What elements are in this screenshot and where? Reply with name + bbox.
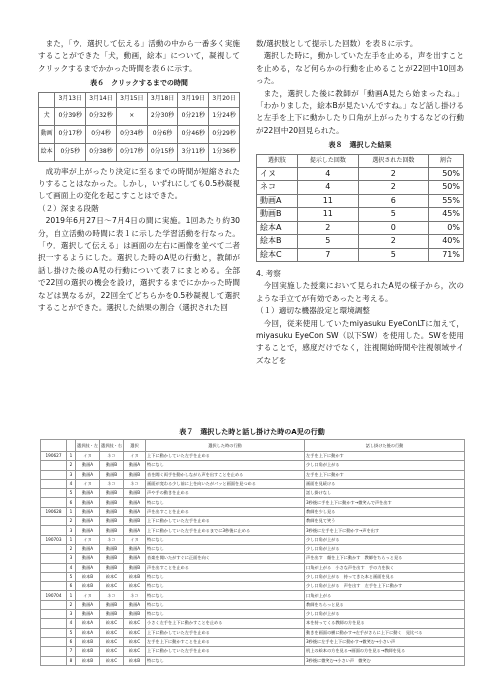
- table-cell: 3: [67, 610, 76, 619]
- table-cell: 動画B: [100, 461, 124, 470]
- table-cell: 特になし: [146, 591, 305, 600]
- table-header-row: [257, 154, 464, 167]
- table-cell: ネコ: [100, 591, 124, 600]
- table-cell: 話し掛けた後の行動: [305, 440, 465, 452]
- table6-click-time: [38, 92, 240, 162]
- table-cell: 3秒後に微笑む→小さい声 微笑む: [305, 656, 465, 665]
- table-cell: 教師を少し見る: [305, 507, 465, 516]
- table-cell: 特になし: [146, 535, 305, 544]
- table-cell: 絵本B: [124, 572, 146, 581]
- table-cell: 190628: [41, 507, 67, 516]
- table-cell: 0分29秒: [209, 125, 240, 143]
- table-cell: 動画A: [257, 194, 298, 207]
- table-cell: 190703: [41, 535, 67, 544]
- table-cell: ネコ: [100, 479, 124, 488]
- table-cell: [41, 619, 67, 628]
- table-cell: 3: [67, 470, 76, 479]
- table-cell: 絵本B: [124, 656, 146, 665]
- table8-caption: 表８ 選択した結果: [328, 141, 392, 150]
- table-cell: 動画B: [124, 517, 146, 526]
- table-cell: 4: [297, 181, 358, 194]
- table-cell: 動画A: [76, 517, 100, 526]
- table-cell: 11: [297, 194, 358, 207]
- stop-behavior-paragraph: 選択した時に，動かしていた左手を止める，声を出すことを止める，など何らかの行動を止めることが22回中10回あった。: [256, 51, 464, 86]
- table-cell: 特になし: [146, 600, 305, 609]
- table-cell: 8: [67, 656, 76, 665]
- table-cell: 絵本C: [100, 647, 124, 656]
- table-cell: 教師を見て笑う: [305, 517, 465, 526]
- table-cell: 6: [358, 194, 428, 207]
- table-cell: 特になし: [146, 572, 305, 581]
- table-cell: 左手を上下に動かす: [305, 452, 465, 461]
- table-cell: 絵本C: [257, 248, 298, 261]
- table-cell: ネコ: [100, 452, 124, 461]
- table-cell: ネコ: [124, 591, 146, 600]
- table-cell: 絵本: [39, 143, 55, 161]
- table-cell: 40%: [428, 235, 463, 248]
- table-cell: 絵本C: [100, 619, 124, 628]
- table-cell: 動画A: [76, 461, 100, 470]
- table-cell: 絵本C: [100, 628, 124, 637]
- table-cell: 犬: [39, 107, 55, 125]
- table-cell: 0分6秒: [147, 125, 178, 143]
- table-row: [41, 498, 465, 507]
- table-cell: 0分32秒: [86, 107, 117, 125]
- table-cell: 3月14日: [86, 92, 117, 107]
- table-row: [41, 619, 465, 628]
- table-cell: 絵本C: [100, 582, 124, 591]
- table-cell: [41, 489, 67, 498]
- table-cell: 絵本C: [124, 637, 146, 646]
- table-cell: ×: [116, 107, 147, 125]
- table-row: [41, 489, 465, 498]
- table-cell: 6: [67, 637, 76, 646]
- table-cell: 3秒後に左手を上下に動かす→微笑む→小さい声: [305, 637, 465, 646]
- table-cell: 特になし: [146, 582, 305, 591]
- table-cell: 動画A: [76, 507, 100, 516]
- table-cell: 50%: [428, 168, 463, 181]
- table-cell: 机上の絵本の方を見る→画面の方を見る→教師を見る: [305, 647, 465, 656]
- table-cell: 2: [358, 235, 428, 248]
- table-cell: 1分36秒: [209, 143, 240, 161]
- subsection-heading-settings: （１）適切な機器設定と環境調整: [256, 306, 370, 316]
- table-cell: イヌ: [76, 591, 100, 600]
- table-cell: 1: [67, 507, 76, 516]
- table-cell: イヌ: [76, 452, 100, 461]
- table6-caption: 表６ クリックするまでの時間: [90, 79, 188, 88]
- table-cell: 本を持ってくる教師の方を見る: [305, 619, 465, 628]
- table-row: [41, 610, 465, 619]
- table-cell: 口角が上がる: [305, 591, 465, 600]
- table-cell: [41, 628, 67, 637]
- discussion-paragraph: 今回実施した授業において見られたA児の様子から，次のような手立てが有効であったと考える。: [256, 281, 464, 303]
- talk-behavior-paragraph: また，選択した後に教師が「動画A見たら始まったね。」「わかりました，絵本Bが見たいんですね。」など話し掛けると左手を上下に動かしたり口角が上がったりするなどの行動が22回中20回見られた。: [256, 88, 464, 135]
- table-row: [41, 647, 465, 656]
- table-cell: 3月20日: [209, 92, 240, 107]
- table-cell: 割合: [428, 154, 463, 167]
- table-row: [41, 554, 465, 563]
- table-cell: 絵本C: [124, 582, 146, 591]
- table-cell: 動画A: [76, 544, 100, 553]
- table-cell: [41, 440, 67, 452]
- table-cell: 5: [297, 235, 358, 248]
- table-cell: 動画A: [76, 554, 100, 563]
- table-cell: 動画B: [100, 610, 124, 619]
- table-cell: 動画B: [100, 517, 124, 526]
- table-cell: 7: [67, 647, 76, 656]
- table-cell: [41, 554, 67, 563]
- table-cell: 0: [358, 221, 428, 234]
- table-row: [41, 526, 465, 535]
- table-cell: 特になし: [146, 461, 305, 470]
- table-cell: 絵本A: [76, 619, 100, 628]
- table-cell: ネコ: [124, 479, 146, 488]
- table-row: [41, 535, 465, 544]
- table-cell: 動画B: [257, 208, 298, 221]
- table-cell: [41, 610, 67, 619]
- table-row: [41, 591, 465, 600]
- table-cell: 左手を上下に動かす: [305, 470, 465, 479]
- section-heading-discussion: 4. 考察: [256, 268, 281, 278]
- table-cell: 4: [67, 619, 76, 628]
- table-cell: 動画B: [100, 507, 124, 516]
- table-row: [41, 628, 465, 637]
- table-row: [41, 637, 465, 646]
- table-cell: 0%: [428, 221, 463, 234]
- table7-behavior: [40, 439, 465, 666]
- table-cell: 絵本B: [76, 572, 100, 581]
- table-cell: 0分38秒: [86, 143, 117, 161]
- table-cell: 2: [67, 600, 76, 609]
- table-cell: 少し口角が上がる 声を出す 左手を上下に動かす: [305, 582, 465, 591]
- table-cell: 5: [67, 489, 76, 498]
- table-row: [39, 125, 240, 143]
- table-cell: 絵本C: [100, 656, 124, 665]
- left-column: [38, 38, 240, 315]
- table-cell: 1: [67, 452, 76, 461]
- table-cell: 5: [358, 248, 428, 261]
- table-row: [41, 470, 465, 479]
- table-cell: 絵本B: [76, 582, 100, 591]
- table-cell: 0分34秒: [116, 125, 147, 143]
- table-cell: 上下に動かしていた左手を止める: [146, 647, 305, 656]
- table-cell: 動画A: [124, 600, 146, 609]
- table-cell: 画面が変わる少し前に上を向いたがパッと画面を見つめる: [146, 479, 305, 488]
- table-cell: [41, 461, 67, 470]
- table-cell: [67, 440, 76, 452]
- table-cell: 6: [67, 582, 76, 591]
- section-heading-deepening: （２）深まる段階: [38, 203, 99, 213]
- table-cell: 絵本C: [124, 647, 146, 656]
- table-cell: 3分11秒: [178, 143, 209, 161]
- table-cell: 音を聞く両手を動かしながら声を出すことを止める: [146, 470, 305, 479]
- table-row: [257, 181, 464, 194]
- table-row: [41, 572, 465, 581]
- table-cell: [41, 544, 67, 553]
- table-cell: 選択肢: [257, 154, 298, 167]
- table-cell: 動画B: [124, 489, 146, 498]
- table-cell: イヌ: [124, 535, 146, 544]
- right-column: [256, 38, 464, 367]
- table-cell: 3月18日: [147, 92, 178, 107]
- deepening-paragraph: 2019年6月27日～7月4日の間に実施。1回あたり約30分，自立活動の時間に表１に示した学習活動を行なった。「ウ．選択して伝える」は画面の左右に画像を並べて二者択一するようにした。選択した時のA児の行動と，教師が話し掛けた後のA児の行動について表７にまとめる。全部で22回の選択の機会を設け，選択するまでにかかった時間などは異なるが，22回全てどちらかを0.5秒凝視して選択することができた。選択した結果の割合（選択された回: [38, 216, 240, 313]
- table-cell: 4: [67, 563, 76, 572]
- table-cell: 動画A: [76, 610, 100, 619]
- table-cell: 上下に動かしていた左手を止めるまでに3秒後に止める: [146, 526, 305, 535]
- table-cell: [41, 517, 67, 526]
- table-row: [41, 461, 465, 470]
- table-cell: 教師をちらっと見る: [305, 600, 465, 609]
- table-cell: 少し口角が上がる: [305, 610, 465, 619]
- table-cell: 動画A: [76, 498, 100, 507]
- table-cell: 少し口角が上がる: [305, 544, 465, 553]
- table-cell: 絵本A: [257, 221, 298, 234]
- table-row: [41, 479, 465, 488]
- table-cell: 音楽を聞いたがすぐに正面を向く: [146, 554, 305, 563]
- table-cell: 少し口角が上がる: [305, 461, 465, 470]
- table-cell: ネコ: [257, 181, 298, 194]
- table-cell: 動画A: [76, 470, 100, 479]
- table-cell: 55%: [428, 194, 463, 207]
- table-cell: 動画A: [124, 507, 146, 516]
- table-cell: 50%: [428, 181, 463, 194]
- table-cell: 絵本C: [100, 637, 124, 646]
- continued-paragraph: 数/選択肢として提示した回数）を表８に示す。: [256, 39, 418, 48]
- table-cell: [41, 637, 67, 646]
- table-cell: 3: [67, 526, 76, 535]
- table-cell: 3月19日: [178, 92, 209, 107]
- table-cell: 0分5秒: [55, 143, 86, 161]
- table-cell: 動画B: [100, 600, 124, 609]
- table-cell: 動画A: [124, 554, 146, 563]
- table-row: [41, 517, 465, 526]
- table-cell: 動きを画面の横に動かす→左手がさらに上下に動く 見比べる: [305, 628, 465, 637]
- table-row: [257, 221, 464, 234]
- table-cell: 動画B: [100, 489, 124, 498]
- table-cell: [41, 563, 67, 572]
- table-row: [257, 235, 464, 248]
- table-cell: 1分24秒: [209, 107, 240, 125]
- table-row: [41, 507, 465, 516]
- table-cell: [41, 470, 67, 479]
- table-row: [257, 168, 464, 181]
- table-cell: 選択された回数: [358, 154, 428, 167]
- table-cell: 動画B: [100, 526, 124, 535]
- table-cell: 3秒後に左手を上下に動かす→声を出す: [305, 526, 465, 535]
- table-cell: 選択: [124, 440, 146, 452]
- table-cell: イヌ: [76, 479, 100, 488]
- table-cell: 絵本B: [76, 656, 100, 665]
- table-cell: 絵本B: [76, 637, 100, 646]
- table-cell: 2分30秒: [147, 107, 178, 125]
- table-cell: 4: [297, 168, 358, 181]
- table-cell: 動画A: [76, 489, 100, 498]
- table-cell: 少し口角が上がる 持ってきた本と画面を見る: [305, 572, 465, 581]
- result-paragraph: 成功率が上がったり決定に至るまでの時間が短縮されたりすることはなかった。しかし，いずれにしても0.5秒凝視して画面上の変化を起こすことはできた。: [38, 166, 240, 201]
- table-row: [257, 248, 464, 261]
- table-cell: 5: [67, 628, 76, 637]
- table-row: [41, 563, 465, 572]
- table-cell: 動画B: [100, 563, 124, 572]
- table-cell: [41, 647, 67, 656]
- table-cell: 3月15日: [116, 92, 147, 107]
- table-cell: 声や手の動きを止める: [146, 489, 305, 498]
- table-cell: 動画A: [124, 461, 146, 470]
- table-cell: 左手を上下に動かすことを止める: [146, 637, 305, 646]
- table-cell: 口角が上がる 小さな声を出す 手の力を抜く: [305, 563, 465, 572]
- table-cell: 動画A: [76, 563, 100, 572]
- table-cell: 提示した回数: [297, 154, 358, 167]
- table-cell: 動画A: [76, 526, 100, 535]
- table-row: [257, 194, 464, 207]
- table-cell: イヌ: [76, 535, 100, 544]
- table-cell: 0分17秒: [55, 125, 86, 143]
- table-cell: イヌ: [124, 452, 146, 461]
- table-cell: 2: [358, 181, 428, 194]
- table-cell: 絵本C: [124, 619, 146, 628]
- table-cell: 話し掛けなし: [305, 489, 465, 498]
- table-cell: 動画A: [124, 526, 146, 535]
- table-cell: 2: [67, 517, 76, 526]
- table-cell: 選択した時の行動: [146, 440, 305, 452]
- table-cell: イヌ: [257, 168, 298, 181]
- table-cell: 声を出すことを止める: [146, 507, 305, 516]
- table-cell: 2: [297, 221, 358, 234]
- table-cell: [41, 600, 67, 609]
- table-cell: 動画A: [124, 498, 146, 507]
- table-cell: 3月13日: [55, 92, 86, 107]
- table-cell: 特になし: [146, 544, 305, 553]
- table-cell: 声を出す 顔を上下に動かす 教師をちらっと見る: [305, 554, 465, 563]
- table-row: [41, 544, 465, 553]
- table-cell: 45%: [428, 208, 463, 221]
- table-header-row: [39, 92, 240, 107]
- table-cell: 6: [67, 498, 76, 507]
- table-row: [41, 452, 465, 461]
- table-cell: 0分39秒: [55, 107, 86, 125]
- table-cell: 絵本A: [76, 628, 100, 637]
- table-cell: 4: [67, 479, 76, 488]
- table-cell: 動画B: [100, 470, 124, 479]
- table-cell: 71%: [428, 248, 463, 261]
- table-cell: 上下に動かしていた左手を止める: [146, 517, 305, 526]
- table-cell: [41, 498, 67, 507]
- table-row: [41, 600, 465, 609]
- table-cell: [41, 526, 67, 535]
- table-row: [39, 107, 240, 125]
- table-row: [41, 656, 465, 665]
- table-cell: 3: [67, 554, 76, 563]
- table-cell: 特になし: [146, 498, 305, 507]
- table-cell: ネコ: [100, 535, 124, 544]
- table-cell: 190704: [41, 591, 67, 600]
- table-cell: 動画B: [124, 470, 146, 479]
- table8-selection-results: [256, 154, 464, 262]
- table-cell: 1: [67, 535, 76, 544]
- table-cell: 動画B: [100, 498, 124, 507]
- table-cell: 0分46秒: [178, 125, 209, 143]
- table-cell: 絵本C: [124, 628, 146, 637]
- table-cell: [39, 92, 55, 107]
- table-cell: 特になし: [146, 656, 305, 665]
- table-cell: [41, 479, 67, 488]
- table-cell: 選択肢・左: [76, 440, 100, 452]
- table-cell: 画面を見続ける: [305, 479, 465, 488]
- table-cell: [41, 656, 67, 665]
- table-cell: 動画B: [124, 610, 146, 619]
- table-cell: [41, 582, 67, 591]
- table-cell: 絵本B: [76, 647, 100, 656]
- intro-paragraph: また，「ウ．選択して伝える」活動の中から一番多く実施することができた「犬，動画，絵本」について，凝視してクリックするまでかかった時間を表６に示す。: [38, 39, 240, 73]
- table-cell: 動画B: [100, 554, 124, 563]
- table-cell: 0分15秒: [147, 143, 178, 161]
- table-cell: 11: [297, 208, 358, 221]
- table-cell: 5: [358, 208, 428, 221]
- table-row: [257, 208, 464, 221]
- table-cell: 2: [358, 168, 428, 181]
- table-cell: 1: [67, 591, 76, 600]
- table-cell: 動画A: [124, 544, 146, 553]
- table-cell: 絵本C: [100, 572, 124, 581]
- table-cell: 特になし: [146, 610, 305, 619]
- table-cell: 0分21秒: [178, 107, 209, 125]
- table-cell: 5: [67, 572, 76, 581]
- table-cell: 上下に動かしていた左手を止める: [146, 452, 305, 461]
- table-cell: [41, 572, 67, 581]
- table-cell: 上下に動かしていた左手を止める: [146, 628, 305, 637]
- table-cell: 動画B: [100, 544, 124, 553]
- table-cell: 動画: [39, 125, 55, 143]
- table-cell: 動画B: [124, 563, 146, 572]
- table-row: [39, 143, 240, 161]
- table-cell: 選択肢・右: [100, 440, 124, 452]
- table-cell: 2: [67, 461, 76, 470]
- table-cell: 7: [297, 248, 358, 261]
- table-row: [41, 582, 465, 591]
- table-cell: 2: [67, 544, 76, 553]
- table-cell: 声を出すことを止める: [146, 563, 305, 572]
- table7-section: [40, 425, 464, 666]
- table-cell: 絵本B: [257, 235, 298, 248]
- table-cell: 0分17秒: [116, 143, 147, 161]
- table7-caption: 表７ 選択した時と話し掛けた時のA児の行動: [179, 428, 325, 436]
- table-cell: 動画A: [76, 600, 100, 609]
- table-cell: 少し口角が上がる: [305, 535, 465, 544]
- table-header-row: [41, 440, 465, 452]
- table-cell: 3秒後に手を上下に動かす→微笑んで声を出す: [305, 498, 465, 507]
- settings-paragraph: 今回，従来使用していたmiyasuku EyeConLTに加えて，miyasuku EyeCon SW（以下SW）を使用した。SWを使用することで，感度だけでなく，注視開始時間や注視領域サイズなどを: [256, 318, 464, 365]
- table-cell: 小さく左手を上下に動かすことを止める: [146, 619, 305, 628]
- table-cell: 190627: [41, 452, 67, 461]
- table-cell: 0分4秒: [86, 125, 117, 143]
